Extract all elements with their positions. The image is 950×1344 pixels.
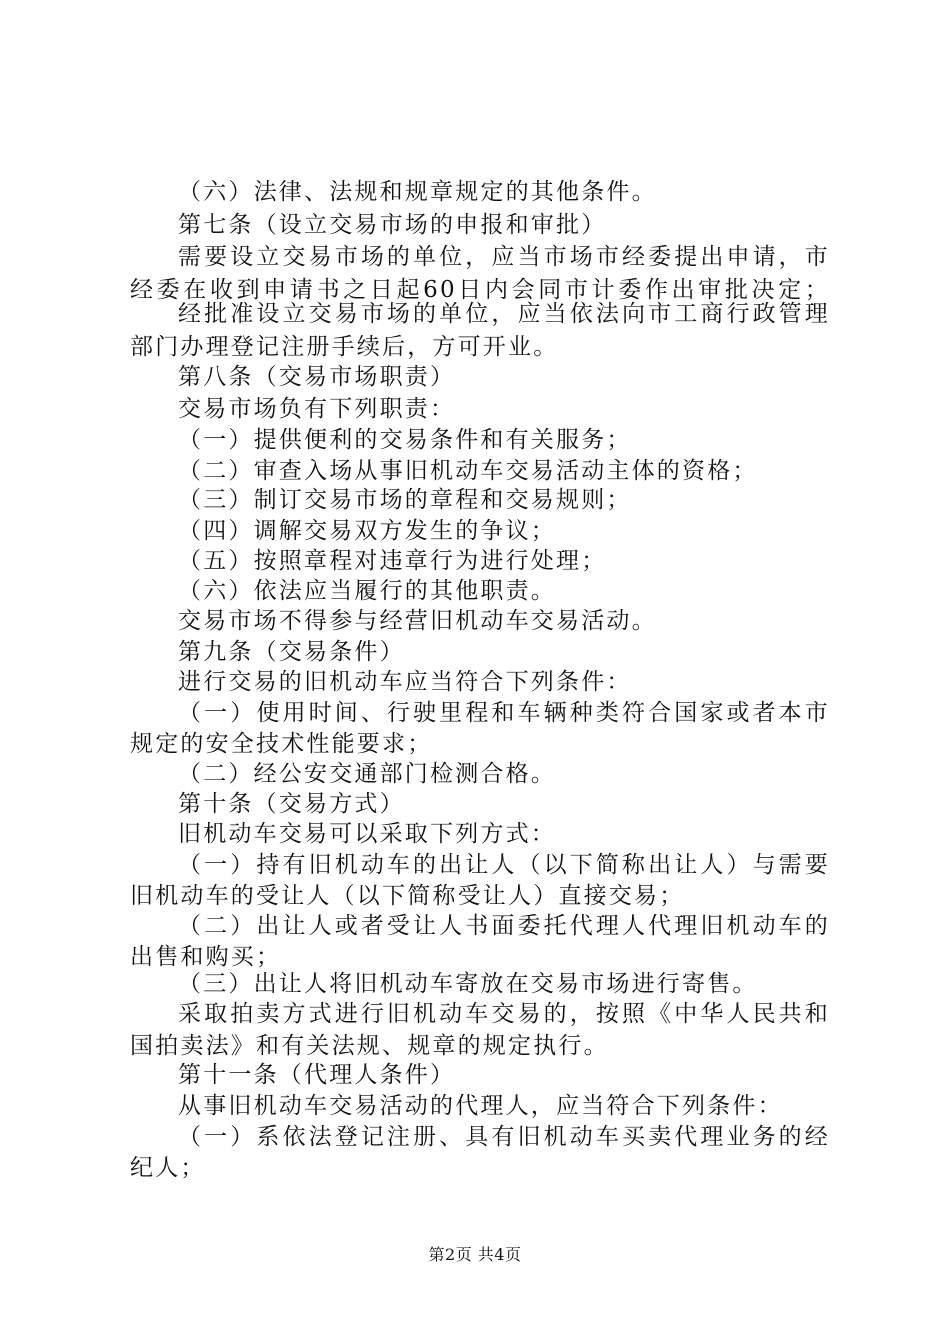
body-line: 经批准设立交易市场的单位，应当依法向市工商行政管理: [178, 301, 830, 327]
body-line: 部门办理登记注册手续后，方可开业。: [130, 334, 559, 360]
body-line: 需要设立交易市场的单位，应当市场市经委提出申请，市: [178, 244, 830, 270]
list-item: （五）按照章程对违章行为进行处理；: [178, 548, 607, 574]
list-item: （四）调解交易双方发生的争议；: [178, 518, 556, 544]
article-heading: 第七条（设立交易市场的申报和审批）: [178, 212, 607, 238]
list-item: （三）出让人将旧机动车寄放在交易市场进行寄售。: [178, 971, 758, 997]
list-item: （一）系依法登记注册、具有旧机动车买卖代理业务的经: [178, 1124, 830, 1150]
list-item: （一）提供便利的交易条件和有关服务；: [178, 427, 632, 453]
list-item: （二）出让人或者受让人书面委托代理人代理旧机动车的: [178, 913, 830, 939]
list-item: （二）审查入场从事旧机动车交易活动主体的资格；: [178, 458, 758, 484]
body-line: 经委在收到申请书之日起60日内会同市计委作出审批决定；: [130, 277, 830, 303]
list-item: （一）持有旧机动车的出让人（以下简称出让人）与需要: [178, 852, 830, 878]
body-line: 规定的安全技术性能要求；: [130, 731, 433, 757]
body-line: 旧机动车的受让人（以下简称受让人）直接交易；: [130, 883, 685, 909]
body-line: 交易市场负有下列职责：: [178, 396, 456, 422]
body-line: 纪人；: [130, 1155, 206, 1181]
list-item: （三）制订交易市场的章程和交易规则；: [178, 487, 632, 513]
body-line: （六）法律、法规和规章规定的其他条件。: [178, 179, 657, 205]
body-line: 旧机动车交易可以采取下列方式：: [178, 821, 556, 847]
article-heading: 第十条（交易方式）: [178, 791, 405, 817]
page-number-footer: 第2页 共4页: [428, 1245, 522, 1264]
body-line: 进行交易的旧机动车应当符合下列条件：: [178, 669, 632, 695]
article-heading: 第十一条（代理人条件）: [178, 1062, 456, 1088]
body-line: 采取拍卖方式进行旧机动车交易的，按照《中华人民共和: [178, 1001, 830, 1027]
list-item: （二）经公安交通部门检测合格。: [178, 761, 556, 787]
body-line: 出售和购买；: [130, 944, 282, 970]
list-item: （六）依法应当履行的其他职责。: [178, 578, 556, 604]
body-line: 国拍卖法》和有关法规、规章的规定执行。: [130, 1033, 609, 1059]
body-line: 从事旧机动车交易活动的代理人，应当符合下列条件：: [178, 1093, 783, 1119]
article-heading: 第九条（交易条件）: [178, 639, 405, 665]
article-heading: 第八条（交易市场职责）: [178, 364, 456, 390]
list-item: （一）使用时间、行驶里程和车辆种类符合国家或者本市: [178, 700, 830, 726]
body-line: 交易市场不得参与经营旧机动车交易活动。: [178, 608, 657, 634]
